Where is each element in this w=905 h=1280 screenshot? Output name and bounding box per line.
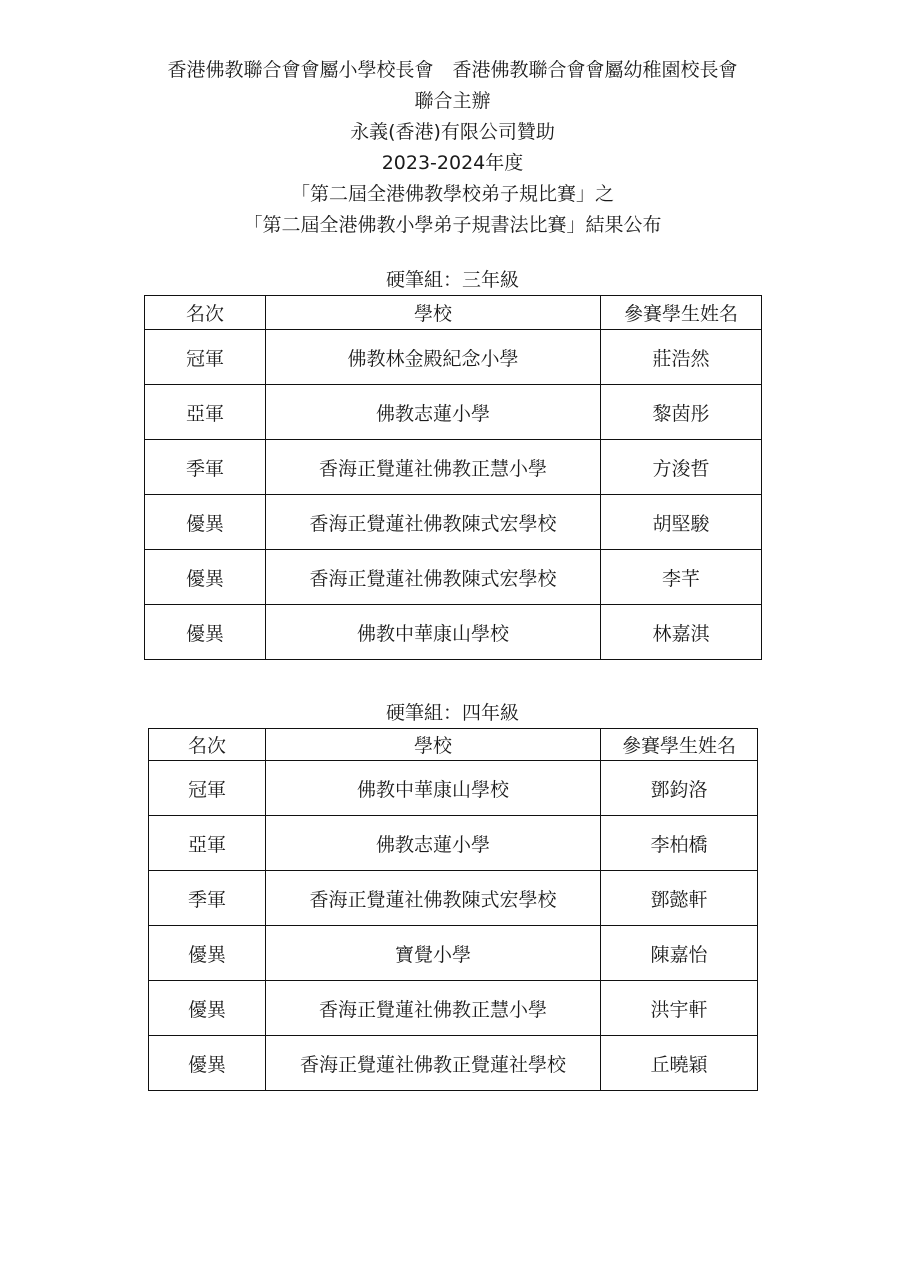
rank-cell: 亞軍 xyxy=(145,385,266,440)
student-cell: 李柏橋 xyxy=(601,816,758,871)
column-header-school: 學校 xyxy=(266,729,601,761)
rank-cell: 優異 xyxy=(145,550,266,605)
section-title-grade-3: 硬筆組：三年級 xyxy=(385,269,519,291)
student-cell: 胡堅駿 xyxy=(601,495,762,550)
column-header-rank: 名次 xyxy=(145,296,266,330)
table-header-row xyxy=(149,729,758,761)
school-cell: 香海正覺蓮社佛教陳式宏學校 xyxy=(266,495,601,550)
school-cell: 香海正覺蓮社佛教正慧小學 xyxy=(266,440,601,495)
student-cell: 方浚哲 xyxy=(601,440,762,495)
table-row xyxy=(145,495,762,550)
column-header-school: 學校 xyxy=(266,296,601,330)
table-row xyxy=(145,330,762,385)
school-cell: 香海正覺蓮社佛教正覺蓮社學校 xyxy=(266,1036,601,1091)
student-cell: 鄧鈞洛 xyxy=(601,761,758,816)
rank-cell: 季軍 xyxy=(145,440,266,495)
co-organized-line: 聯合主辦 xyxy=(414,90,491,112)
rank-cell: 亞軍 xyxy=(149,816,266,871)
sponsor-line: 永義(香港)有限公司贊助 xyxy=(350,121,555,143)
results-table-grade-4 xyxy=(148,728,758,1091)
column-header-student: 參賽學生姓名 xyxy=(601,296,762,330)
school-cell: 佛教志蓮小學 xyxy=(266,816,601,871)
school-cell: 佛教志蓮小學 xyxy=(266,385,601,440)
table-row xyxy=(149,926,758,981)
table-row xyxy=(145,440,762,495)
results-title-line: 「第二屆全港佛教小學弟子規書法比賽」結果公布 xyxy=(243,214,662,236)
school-cell: 香海正覺蓮社佛教陳式宏學校 xyxy=(266,871,601,926)
rank-cell: 優異 xyxy=(145,605,266,660)
column-header-student: 參賽學生姓名 xyxy=(601,729,758,761)
school-cell: 佛教中華康山學校 xyxy=(266,605,601,660)
student-cell: 莊浩然 xyxy=(601,330,762,385)
table-row xyxy=(149,761,758,816)
rank-cell: 冠軍 xyxy=(145,330,266,385)
table-row xyxy=(149,1036,758,1091)
table-row xyxy=(145,550,762,605)
column-header-rank: 名次 xyxy=(149,729,266,761)
table-row xyxy=(145,385,762,440)
rank-cell: 季軍 xyxy=(149,871,266,926)
rank-cell: 優異 xyxy=(149,1036,266,1091)
table-row xyxy=(149,981,758,1036)
student-cell: 陳嘉怡 xyxy=(601,926,758,981)
school-cell: 寶覺小學 xyxy=(266,926,601,981)
school-cell: 香海正覺蓮社佛教陳式宏學校 xyxy=(266,550,601,605)
table-row xyxy=(149,816,758,871)
organizers-line: 香港佛教聯合會會屬小學校長會 香港佛教聯合會會屬幼稚園校長會 xyxy=(167,59,738,81)
table-row xyxy=(145,605,762,660)
student-cell: 李芊 xyxy=(601,550,762,605)
student-cell: 黎茵彤 xyxy=(601,385,762,440)
rank-cell: 優異 xyxy=(149,981,266,1036)
school-cell: 香海正覺蓮社佛教正慧小學 xyxy=(266,981,601,1036)
section-title-grade-4: 硬筆組：四年級 xyxy=(385,702,519,724)
student-cell: 林嘉淇 xyxy=(601,605,762,660)
rank-cell: 優異 xyxy=(149,926,266,981)
school-year-line: 2023-2024年度 xyxy=(381,152,524,174)
results-table-grade-3 xyxy=(144,295,762,660)
rank-cell: 優異 xyxy=(145,495,266,550)
student-cell: 丘曉穎 xyxy=(601,1036,758,1091)
rank-cell: 冠軍 xyxy=(149,761,266,816)
student-cell: 鄧懿軒 xyxy=(601,871,758,926)
competition-title-line: 「第二屆全港佛教學校弟子規比賽」之 xyxy=(290,183,614,205)
table-row xyxy=(149,871,758,926)
table-header-row xyxy=(145,296,762,330)
document-header xyxy=(0,55,905,241)
school-cell: 佛教林金殿紀念小學 xyxy=(266,330,601,385)
school-cell: 佛教中華康山學校 xyxy=(266,761,601,816)
student-cell: 洪宇軒 xyxy=(601,981,758,1036)
